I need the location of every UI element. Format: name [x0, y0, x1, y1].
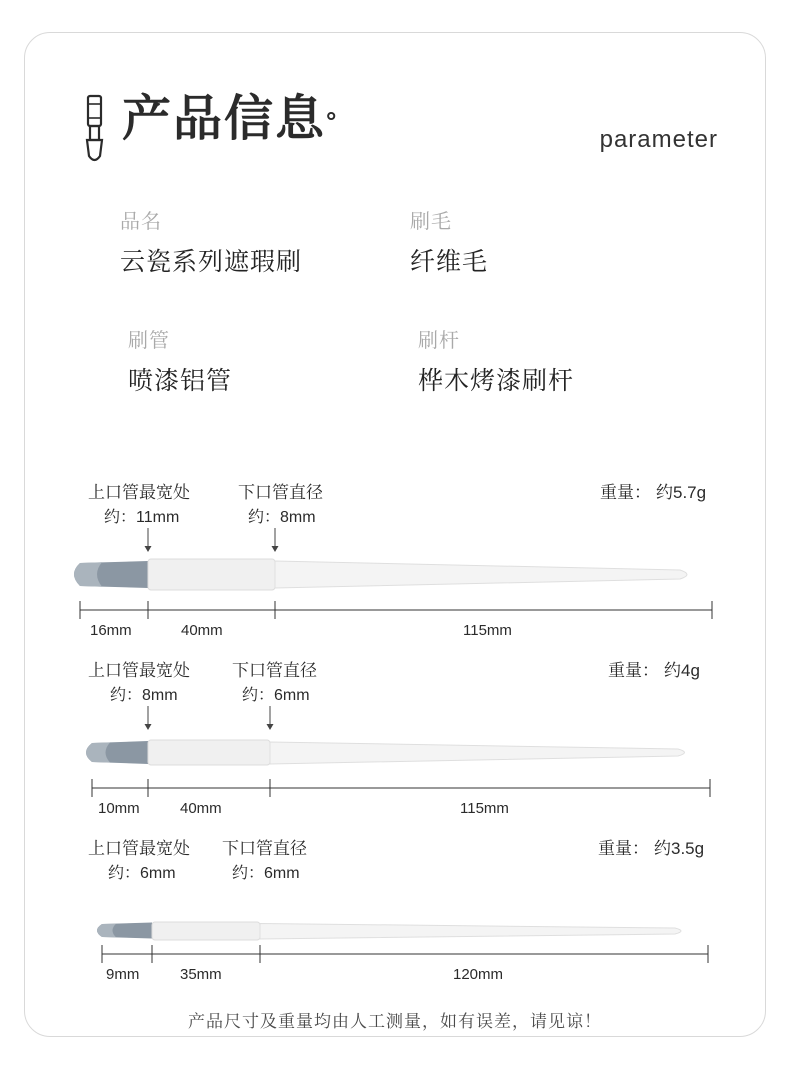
- segment-3-length: 115mm: [460, 800, 509, 817]
- segment-1-length: 16mm: [90, 622, 132, 639]
- spec-row: [120, 205, 680, 278]
- callout-mid-label: 下口管直径: [232, 661, 317, 680]
- segment-1-length: 9mm: [106, 966, 140, 983]
- spec-value: 云瓷系列遮瑕刷: [120, 248, 303, 276]
- callout-mid-label: 下口管直径: [222, 839, 307, 858]
- callout-mid-value: 约：6mm: [232, 865, 300, 882]
- callout-mid-label: 下口管直径: [238, 483, 323, 502]
- segment-3-length: 120mm: [453, 966, 504, 983]
- callout-mid-value: 约：6mm: [242, 687, 310, 704]
- brush-diagram-medium: [60, 648, 740, 823]
- spec-label: 刷杆: [418, 330, 460, 352]
- weight-value: 约3.5g: [654, 839, 705, 858]
- weight-value: 约4g: [664, 661, 700, 680]
- spec-item-bristle: [410, 205, 680, 278]
- segment-3-length: 115mm: [463, 622, 512, 639]
- callout-mid-value: 约：8mm: [248, 509, 316, 526]
- callout-top-value: 约：6mm: [108, 865, 176, 882]
- makeup-brush-icon: [78, 94, 112, 166]
- segment-2-length: 35mm: [180, 966, 222, 983]
- spec-item-product-name: [120, 205, 410, 278]
- spec-value: 桦木烤漆刷杆: [418, 367, 575, 395]
- spec-value: 喷漆铝管: [128, 367, 233, 395]
- spec-item-handle: [410, 324, 680, 397]
- header: [78, 88, 718, 168]
- spec-value: 纤维毛: [410, 248, 489, 276]
- callout-top-value: 约：8mm: [110, 687, 178, 704]
- spec-label: 刷管: [128, 330, 170, 352]
- callout-top-label: 上口管最宽处: [88, 661, 190, 680]
- segment-1-length: 10mm: [98, 800, 140, 817]
- measurement-disclaimer: 产品尺寸及重量均由人工测量，如有误差，请见谅！: [188, 1012, 602, 1031]
- brush-diagram-small: [60, 826, 740, 1001]
- weight-label: 重量：: [608, 661, 659, 680]
- callout-top-value: 约：11mm: [104, 509, 180, 526]
- weight-label: 重量：: [600, 483, 651, 502]
- segment-2-length: 40mm: [180, 800, 222, 817]
- spec-row: [120, 324, 680, 397]
- degree-mark: °: [326, 106, 339, 136]
- page-title-text: 产品信息: [122, 92, 327, 146]
- spec-label: 刷毛: [410, 211, 452, 233]
- spec-grid: [120, 205, 680, 423]
- callout-top-label: 上口管最宽处: [88, 839, 190, 858]
- weight-label: 重量：: [598, 839, 649, 858]
- weight-value: 约5.7g: [656, 483, 707, 502]
- page-subtitle: parameter: [599, 126, 718, 153]
- brush-diagram-large: [60, 470, 740, 645]
- spec-label: 品名: [120, 211, 162, 233]
- spec-item-ferrule: [120, 324, 410, 397]
- callout-top-label: 上口管最宽处: [88, 483, 190, 502]
- page-title: [122, 88, 338, 150]
- segment-2-length: 40mm: [181, 622, 223, 639]
